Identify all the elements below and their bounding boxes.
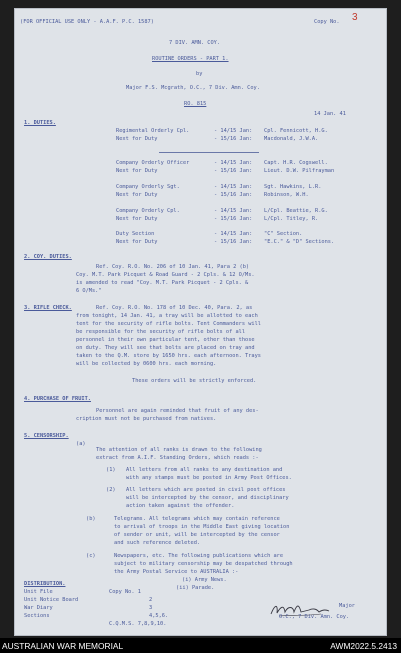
section-heading-duties: 1. DUTIES. (24, 120, 56, 126)
paragraph-line: will be collected by 0600 hrs. each morning. (76, 361, 217, 367)
paragraph-line: extract from A.I.F. Standing Orders, which reads :- (96, 455, 259, 461)
paragraph-line: Newspapers, etc. The following publications which are (114, 553, 284, 559)
unit-title: 7 DIV. AMN. COY. (169, 40, 221, 46)
enforcement-note: These orders will be strictly enforced. (132, 378, 257, 384)
paragraph-line: 6 O/Ms." (76, 288, 102, 294)
duty-dates: - 15/16 Jan: (214, 192, 253, 198)
paragraph-line: Telegrams. All telegrams which may contain reference (114, 516, 280, 522)
duty-dates: - 15/16 Jan: (214, 239, 253, 245)
paragraph-line: of sender or unit, will be intercepted by the censor (114, 532, 280, 538)
duty-role: Next for Duty (116, 192, 158, 198)
duty-role: Next for Duty (116, 216, 158, 222)
archive-footer (0, 638, 401, 653)
copy-label: Copy No. (314, 19, 340, 25)
paragraph-line: to arrival of troops in the Middle East giving location (114, 524, 290, 530)
distribution-item: Unit Notice Board (24, 597, 79, 603)
paragraph-line: cription must not be purchased from natives. (76, 416, 217, 422)
duty-dates: - 14/15 Jan: (214, 128, 253, 134)
duty-role: Next for Duty (116, 168, 158, 174)
section-heading-censorship: 5. CENSORSHIP. (24, 433, 69, 439)
author-line: Major F.S. Mcgrath, O.C., 7 Div. Amn. Coy. (126, 85, 260, 91)
paragraph-line: action taken against the offender. (126, 503, 235, 509)
paragraph-line: subject to military censorship may be despatched through (114, 561, 293, 567)
order-number: RO. 815 (184, 101, 207, 107)
duty-role: Company Orderly Cpl. (116, 208, 180, 214)
item-label: (1) (106, 467, 116, 473)
distribution-item: Sections (24, 613, 50, 619)
distribution-copies: 4,5,6. (149, 613, 169, 619)
paragraph-line: on duty. They will see that bolts are placed on tray and (76, 345, 255, 351)
duty-dates: - 15/16 Jan: (214, 168, 253, 174)
paragraph-line: from tonight, 14 Jan. 41, a tray will be allotted to each (76, 313, 258, 319)
distribution-copies: 2 (149, 597, 153, 603)
duty-dates: - 14/15 Jan: (214, 231, 253, 237)
duty-name: Robinson, W.H. (264, 192, 309, 198)
duty-name: Lieut. D.W. Pilfrayman (264, 168, 335, 174)
footer-institution: AUSTRALIAN WAR MEMORIAL (2, 641, 124, 651)
paragraph-line: will be intercepted by the censor, and disciplinary (126, 495, 289, 501)
section-heading-coy-duties: 2. COY. DUTIES. (24, 254, 72, 260)
paragraph-line: and such reference deleted. (114, 540, 201, 546)
duty-role: Next for Duty (116, 136, 158, 142)
paragraph-line: taken to the Q.M. store by 1650 hrs. each afternoon. Trays (76, 353, 261, 359)
duty-dates: - 15/16 Jan: (214, 216, 253, 222)
duty-name: "E.C." & "D" Sections. (264, 239, 335, 245)
duty-name: Macdonald, J.W.A. (264, 136, 319, 142)
duty-role: Company Orderly Officer (116, 160, 190, 166)
paragraph-line: tent for the security of rifle bolts. Tent Commanders will (76, 321, 261, 327)
item-label: (2) (106, 487, 116, 493)
duty-dates: - 15/16 Jan: (214, 136, 253, 142)
order-date: 14 Jan. 41 (314, 111, 346, 117)
paragraph-line: the Army Postal Service to AUSTRALIA :- (114, 569, 239, 575)
duty-role: Regimental Orderly Cpl. (116, 128, 190, 134)
duty-name: Cpl. Fennicott, H.G. (264, 128, 328, 134)
duty-dates: - 14/15 Jan: (214, 160, 253, 166)
paragraph-line: All letters which are posted in civil post offices (126, 487, 286, 493)
document-title: ROUTINE ORDERS - PART 1. (152, 56, 229, 62)
paragraph-line: Coy. M.T. Park Picquet & Road Guard - 2 Cpls. & 12 O/Ms. (76, 272, 255, 278)
paragraph-line: is amended to read "Coy. M.T. Park Picquet - 2 Cpls. & (76, 280, 249, 286)
classification-line: (FOR OFFICIAL USE ONLY - A.A.F. P.C. 1587) (20, 19, 154, 25)
publication-item: (ii) Parade. (176, 585, 215, 591)
section-heading-rifle-check: 3. RIFLE CHECK. (24, 305, 72, 311)
item-label: (b) (86, 516, 96, 522)
divider (159, 152, 259, 153)
duty-role: Duty Section (116, 231, 155, 237)
publication-item: (i) Army News. (182, 577, 227, 583)
distribution-heading: DISTRIBUTION. (24, 581, 66, 587)
duty-name: "C" Section. (264, 231, 303, 237)
distribution-extra: C.Q.M.S. 7,8,9,10. (109, 621, 167, 627)
paragraph-line: Personnel are again reminded that fruit of any des- (96, 408, 259, 414)
paragraph-line: personnel in their own particular tent, other than those (76, 337, 255, 343)
distribution-item: War Diary (24, 605, 53, 611)
document-page (14, 8, 387, 636)
copy-number: 3 (352, 12, 358, 23)
duty-name: Sgt. Hawkins, L.R. (264, 184, 322, 190)
duty-name: L/Cpl. Beattie, R.G. (264, 208, 328, 214)
duty-dates: - 14/15 Jan: (214, 208, 253, 214)
item-label: (a) (76, 441, 86, 447)
signature-title: O.C., 7 Div. Amn. Coy. (279, 614, 350, 620)
paragraph-line: be responsible for the security of rifle bolts of all (76, 329, 246, 335)
distribution-copies: 3 (149, 605, 153, 611)
by-line: by (196, 71, 203, 77)
paragraph-line: All letters from all ranks to any destination and (126, 467, 283, 473)
item-label: (c) (86, 553, 96, 559)
duty-role: Company Orderly Sgt. (116, 184, 180, 190)
duty-role: Next for Duty (116, 239, 158, 245)
footer-reference: AWM2022.5.2413 (330, 641, 397, 651)
distribution-copies: Copy No. 1 (109, 589, 141, 595)
duty-name: L/Cpl. Titley, R. (264, 216, 319, 222)
duty-dates: - 14/15 Jan: (214, 184, 253, 190)
paragraph-line: with any stamps must be posted in Army Post Offices. (126, 475, 292, 481)
paragraph-line: The attention of all ranks is drawn to the following (96, 447, 262, 453)
section-heading-fruit: 4. PURCHASE OF FRUIT. (24, 396, 91, 402)
distribution-item: Unit File (24, 589, 53, 595)
duty-name: Capt. H.R. Cogswell. (264, 160, 328, 166)
paragraph-line: Ref. Coy. R.O. No. 178 of 10 Dec. 40, Para. 2, as (96, 305, 253, 311)
signature-rank: Major (339, 603, 355, 609)
paragraph-line: Ref. Coy. R.O. No. 206 of 10 Jan. 41, Para 2 (b) (96, 264, 250, 270)
